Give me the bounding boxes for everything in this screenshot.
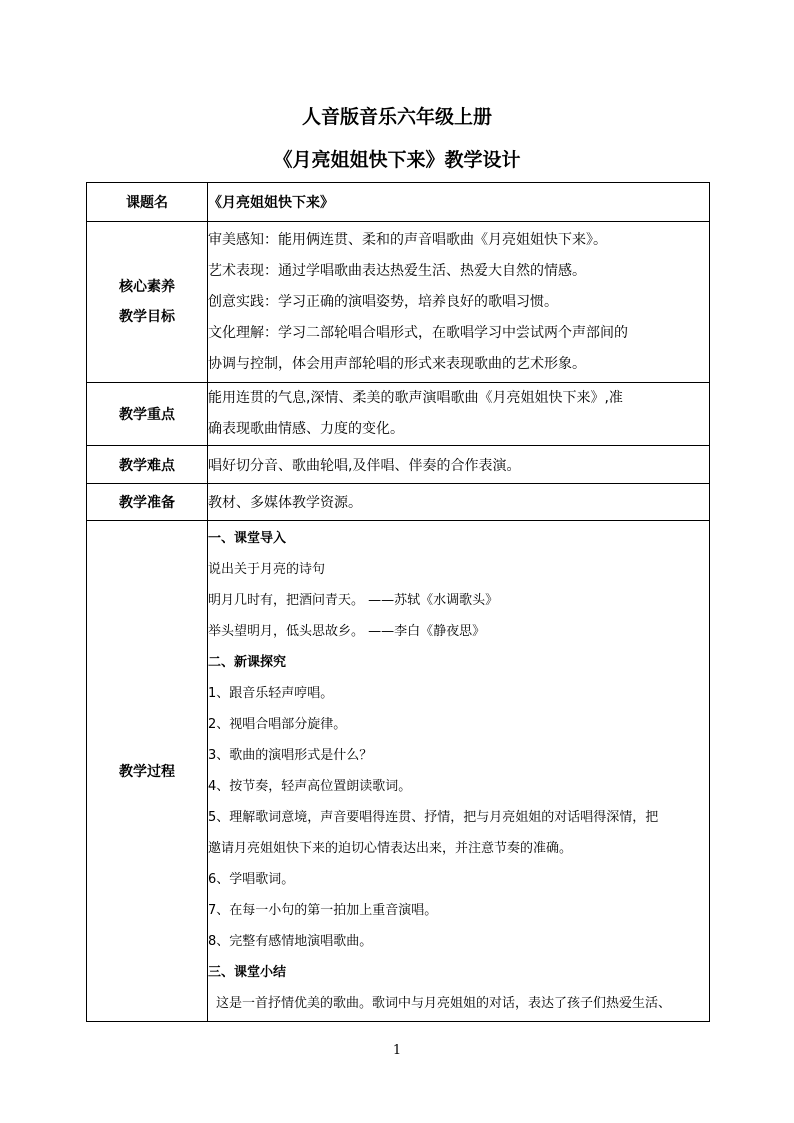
page-number: 1 [392,1043,402,1058]
hexin-label-line2: 教学目标 [119,309,175,325]
process-list [208,523,709,1019]
zhongdian-content [208,383,710,446]
process-step: 7、在每一小句的第一拍加上重音演唱。 [208,903,438,918]
zhunbei-value: 教材、多媒体教学资源。 [208,484,710,521]
nandian-label: 教学难点 [87,446,208,484]
document-title: 人音版音乐六年级上册 [301,106,492,128]
keti-value [208,183,710,222]
section-heading: 三、课堂小结 [208,965,287,980]
hexin-line: 协调与控制，体会用声部轮唱的形式来表现歌曲的艺术形象。 [208,355,586,372]
keti-value-text: 《月亮姐姐快下来》 [208,195,334,211]
process-line: 说出关于月亮的诗句 [208,562,326,577]
process-step: 8、完整有感情地演唱歌曲。 [208,934,373,949]
process-step: 6、学唱歌词。 [208,872,295,887]
zhunbei-label: 教学准备 [87,484,208,521]
hexin-line: 创意实践：学习正确的演唱姿势，培养良好的歌唱习惯。 [208,293,558,310]
hexin-line: 审美感知：能用俩连贯、柔和的声音唱歌曲《月亮姐姐快下来》。 [208,231,607,248]
process-step: 5、理解歌词意境，声音要唱得连贯、抒情，把与月亮姐姐的对话唱得深情，把 [208,810,659,825]
hexin-label [87,222,208,383]
table-row [87,484,710,521]
section-heading: 二、新课探究 [208,655,287,670]
document-subtitle: 《月亮姐姐快下来》教学设计 [273,149,521,171]
process-step: 2、视唱合唱部分旋律。 [208,717,347,732]
poem-line: 明月几时有，把酒问青天。 ——苏轼《水调歌头》 [208,593,499,608]
process-step: 1、跟音乐轻声哼唱。 [208,686,334,701]
keti-label: 课题名 [87,183,208,222]
table-row [87,183,710,222]
hexin-content [208,222,710,383]
process-step: 3、歌曲的演唱形式是什么？ [208,748,373,763]
guocheng-content [208,521,710,1022]
zhongdian-label: 教学重点 [87,383,208,446]
table-row [87,222,710,383]
guocheng-label: 教学过程 [87,521,208,1022]
lesson-plan-table [86,182,710,1022]
section-heading: 一、课堂导入 [208,531,287,546]
hexin-label-line1: 核心素养 [119,279,175,295]
process-step-continued: 邀请月亮姐姐快下来的迫切心情表达出来，并注意节奏的准确。 [208,841,573,856]
table-row [87,383,710,446]
hexin-line: 文化理解：学习二部轮唱合唱形式，在歌唱学习中尝试两个声部间的 [208,324,628,341]
process-step: 4、按节奏，轻声高位置朗读歌词。 [208,779,412,794]
zhongdian-line: 确表现歌曲情感、力度的变化。 [208,421,404,437]
nandian-value: 唱好切分音、歌曲轮唱,及伴唱、伴奏的合作表演。 [208,446,710,484]
summary-line: 这是一首抒情优美的歌曲。歌词中与月亮姐姐的对话，表达了孩子们热爱生活、 [216,996,672,1011]
zhongdian-line: 能用连贯的气息,深情、柔美的歌声演唱歌曲《月亮姐姐快下来》,准 [208,390,623,406]
table-row [87,521,710,1022]
hexin-line: 艺术表现：通过学唱歌曲表达热爱生活、热爱大自然的情感。 [208,262,586,279]
table-row [87,446,710,484]
poem-line: 举头望明月，低头思故乡。 ——李白《静夜思》 [208,624,486,639]
